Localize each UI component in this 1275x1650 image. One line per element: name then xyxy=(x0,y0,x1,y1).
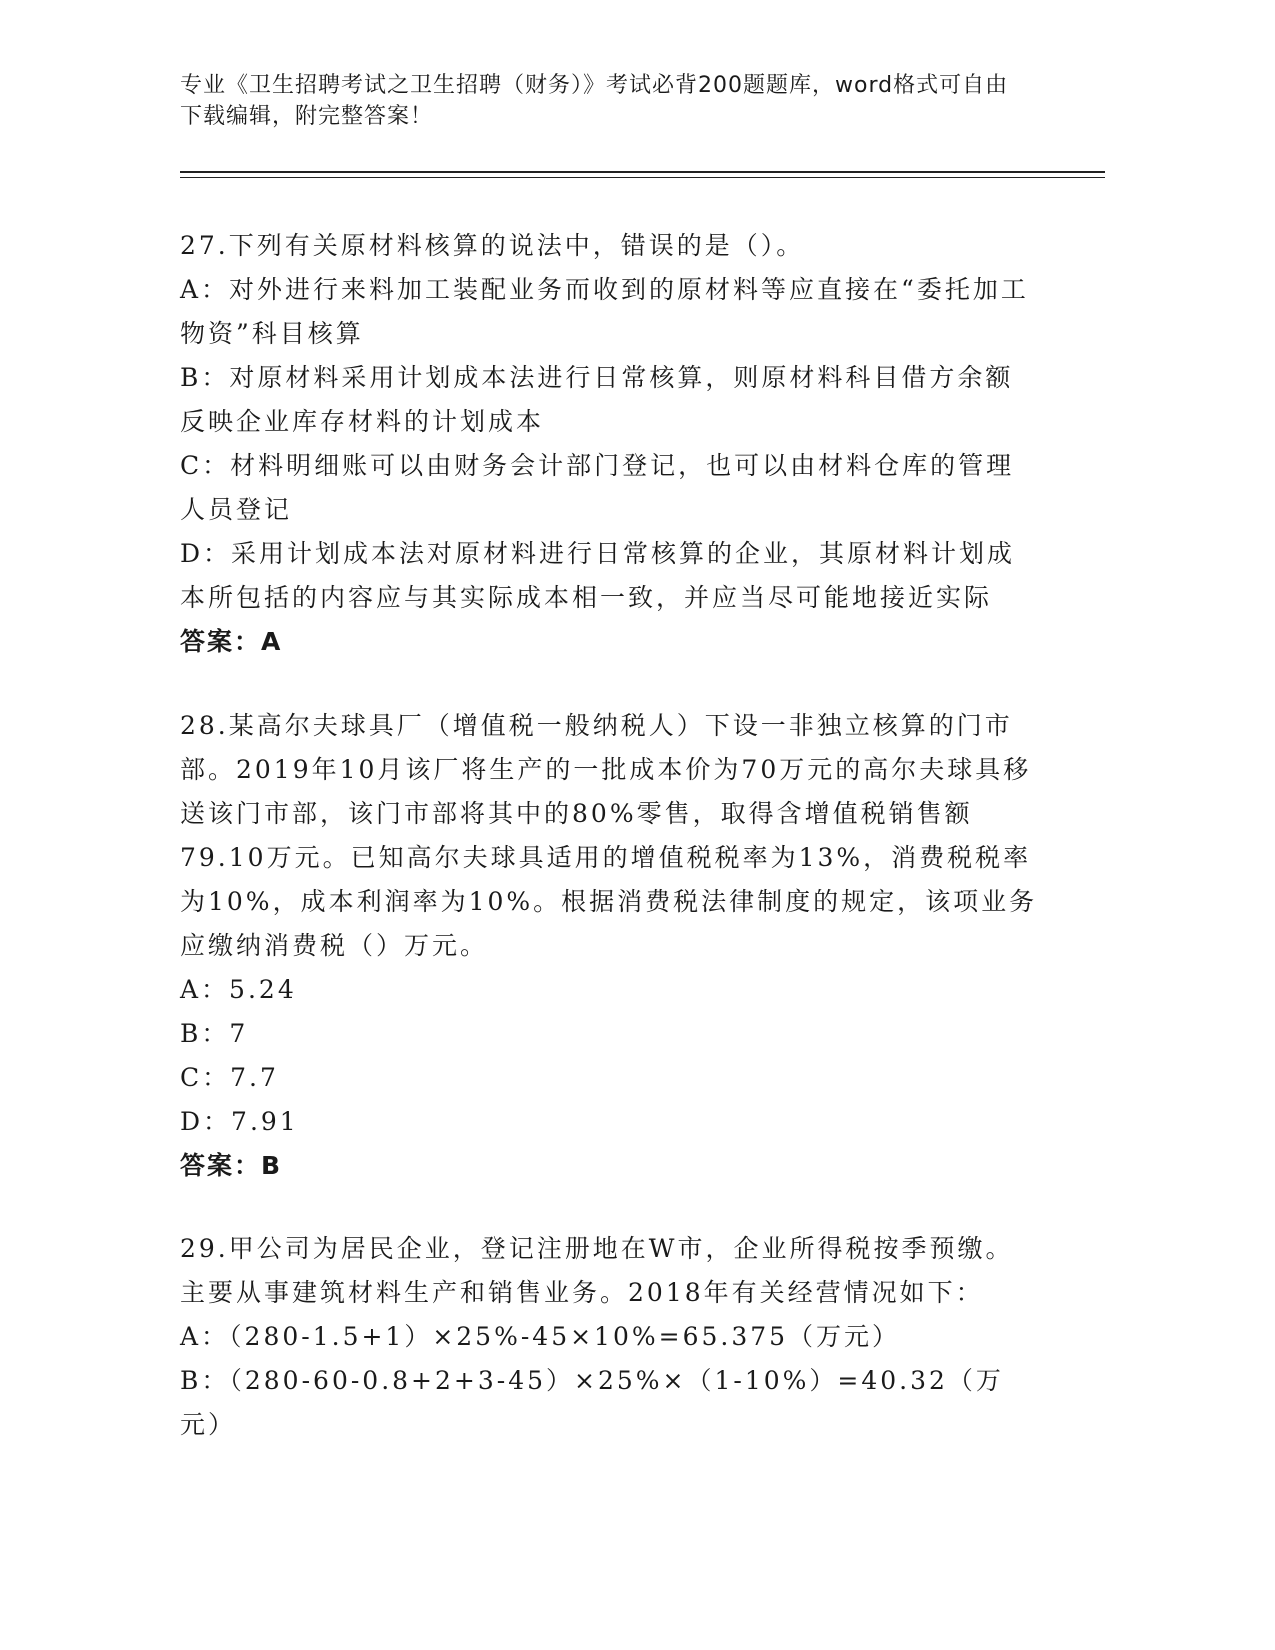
option-b: B：（280-60-0.8+2+3-45）×25%×（1-10%）=40.32（万元） xyxy=(180,1366,1004,1439)
question-29 xyxy=(180,1227,1040,1447)
answer-label: 答案：B xyxy=(180,1151,283,1180)
answer-label: 答案：A xyxy=(180,627,283,656)
header-divider-thick xyxy=(180,171,1105,173)
option-d: D：采用计划成本法对原材料进行日常核算的企业，其原材料计划成本所包括的内容应与其实际成本相一致，并应当尽可能地接近实际 xyxy=(180,539,1016,612)
question-stem: 27.下列有关原材料核算的说法中，错误的是（）。 xyxy=(180,231,805,260)
option-c: C：7.7 xyxy=(180,1063,279,1092)
question-stem: 29.甲公司为居民企业，登记注册地在W市，企业所得税按季预缴。主要从事建筑材料生产和销售业务。2018年有关经营情况如下： xyxy=(180,1234,1014,1307)
option-a: A：5.24 xyxy=(180,975,297,1004)
question-27 xyxy=(180,224,1040,664)
document-header xyxy=(180,70,1030,132)
question-28 xyxy=(180,704,1040,1188)
option-d: D：7.91 xyxy=(180,1107,299,1136)
header-divider-thin xyxy=(180,177,1105,178)
option-c: C：材料明细账可以由财务会计部门登记，也可以由材料仓库的管理人员登记 xyxy=(180,451,1015,524)
option-b: B：7 xyxy=(180,1019,249,1048)
header-title: 专业《卫生招聘考试之卫生招聘（财务）》考试必背200题题库，word格式可自由下载编辑，附完整答案！ xyxy=(180,73,1009,129)
option-a: A：对外进行来料加工装配业务而收到的原材料等应直接在“委托加工物资”科目核算 xyxy=(180,275,1029,348)
question-stem: 28.某高尔夫球具厂（增值税一般纳税人）下设一非独立核算的门市部。2019年10月该厂将生产的一批成本价为70万元的高尔夫球具移送该门市部，该门市部将其中的80%零售，取得含增值税销售额79.10万元。已知高尔夫球具适用的增值税税率为13%，消费税税率为10%，成本利润率为10%。根据消费税法律制度的规定，该项业务应缴纳消费税（）万元。 xyxy=(180,711,1038,960)
option-a: A：（280-1.5+1）×25%-45×10%=65.375（万元） xyxy=(180,1322,901,1351)
option-b: B：对原材料采用计划成本法进行日常核算，则原材料科目借方余额反映企业库存材料的计划成本 xyxy=(180,363,1014,436)
